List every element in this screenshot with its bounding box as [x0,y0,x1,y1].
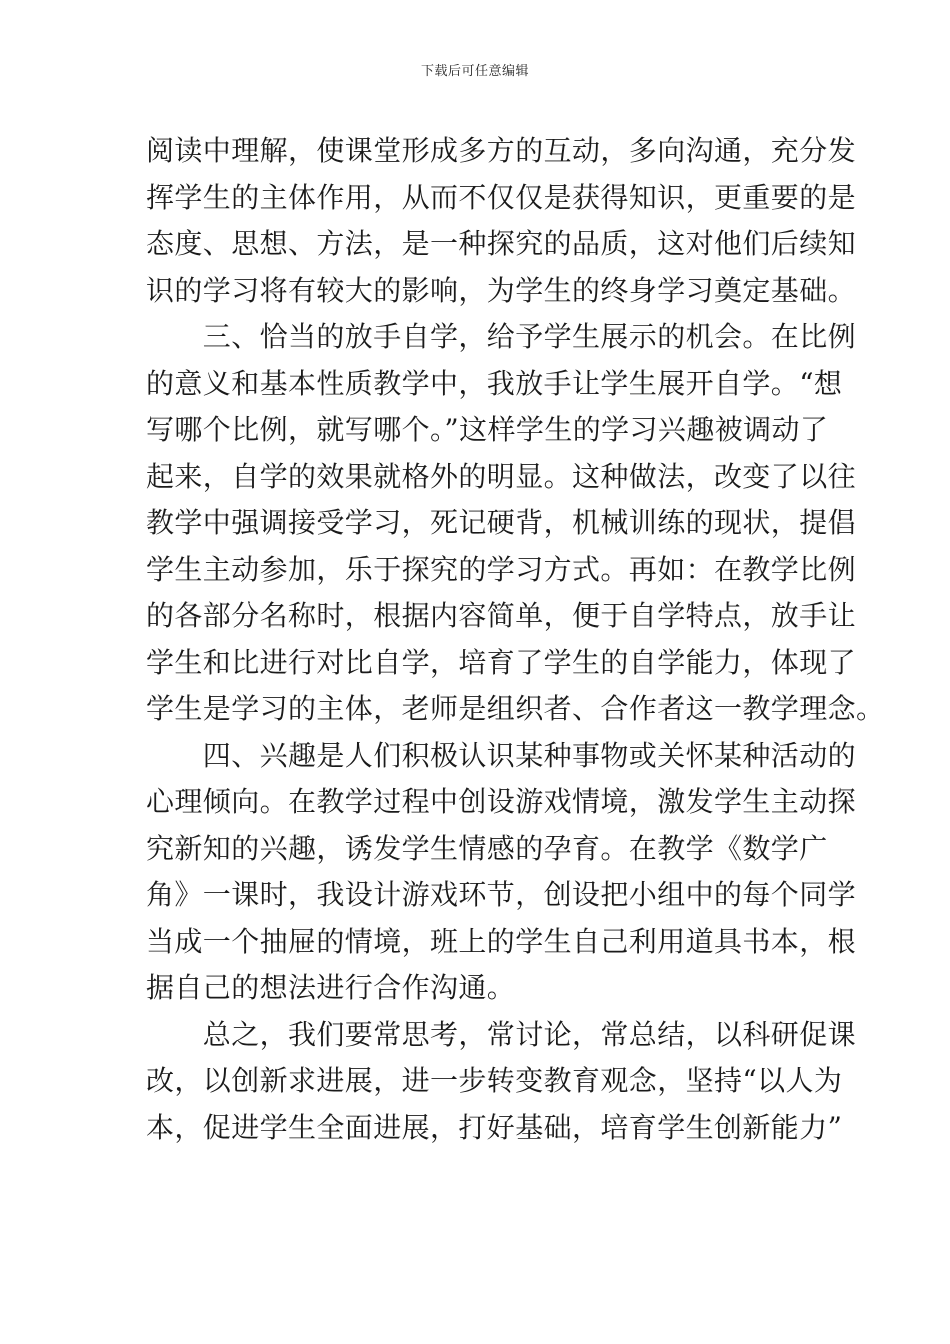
text-line: 阅读中理解，使课堂形成多方的互动，多向沟通，充分发 [146,134,857,167]
text-line: 学生和比进行对比自学，培育了学生的自学能力，体现了 [146,645,857,679]
text-line: 总之，我们要常思考，常讨论，常总结，以科研促课 [146,1017,857,1051]
text-line: 四、兴趣是人们积极认识某种事物或关怀某种活动的 [146,738,857,772]
text-line: 当成一个抽屉的情境，班上的学生自己利用道具书本，根 [146,924,857,958]
text-line: 写哪个比例，就写哪个。”这样学生的学习兴趣被调动了 [146,413,829,446]
text-line: 识的学习将有较大的影响，为学生的终身学习奠定基础。 [146,273,857,307]
text-line: 三、恰当的放手自学，给予学生展示的机会。在比例 [146,320,857,353]
text-line: 态度、思想、方法，是一种探究的品质，这对他们后续知 [146,227,857,260]
text-line: 的各部分名称时，根据内容简单，便于自学特点，放手让 [146,599,857,632]
text-line: 的意义和基本性质教学中，我放手让学生展开自学。“想 [146,366,843,400]
text-line: 起来，自学的效果就格外的明显。这种做法，改变了以往 [146,459,857,493]
text-line: 挥学生的主体作用，从而不仅仅是获得知识，更重要的是 [146,180,857,214]
document-body [146,128,885,1151]
text-line: 究新知的兴趣，诱发学生情感的孕育。在教学《数学广 [146,831,828,865]
text-line: 学生是学习的主体，老师是组织者、合作者这一教学理念。 [146,692,885,725]
page-header: 下载后可任意编辑 [420,64,529,79]
text-line: 学生主动参加，乐于探究的学习方式。再如：在教学比例 [146,552,857,586]
text-line: 心理倾向。在教学过程中创设游戏情境，激发学生主动探 [146,785,857,818]
text-line: 角》一课时，我设计游戏环节，创设把小组中的每个同学 [146,878,857,911]
text-line: 改，以创新求进展，进一步转变教育观念，坚持“以人为 [146,1064,843,1097]
text-line: 据自己的想法进行合作沟通。 [146,971,516,1004]
text-line: 本，促进学生全面进展，打好基础，培育学生创新能力” [146,1110,843,1144]
text-line: 教学中强调接受学习，死记硬背，机械训练的现状，提倡 [146,506,857,539]
